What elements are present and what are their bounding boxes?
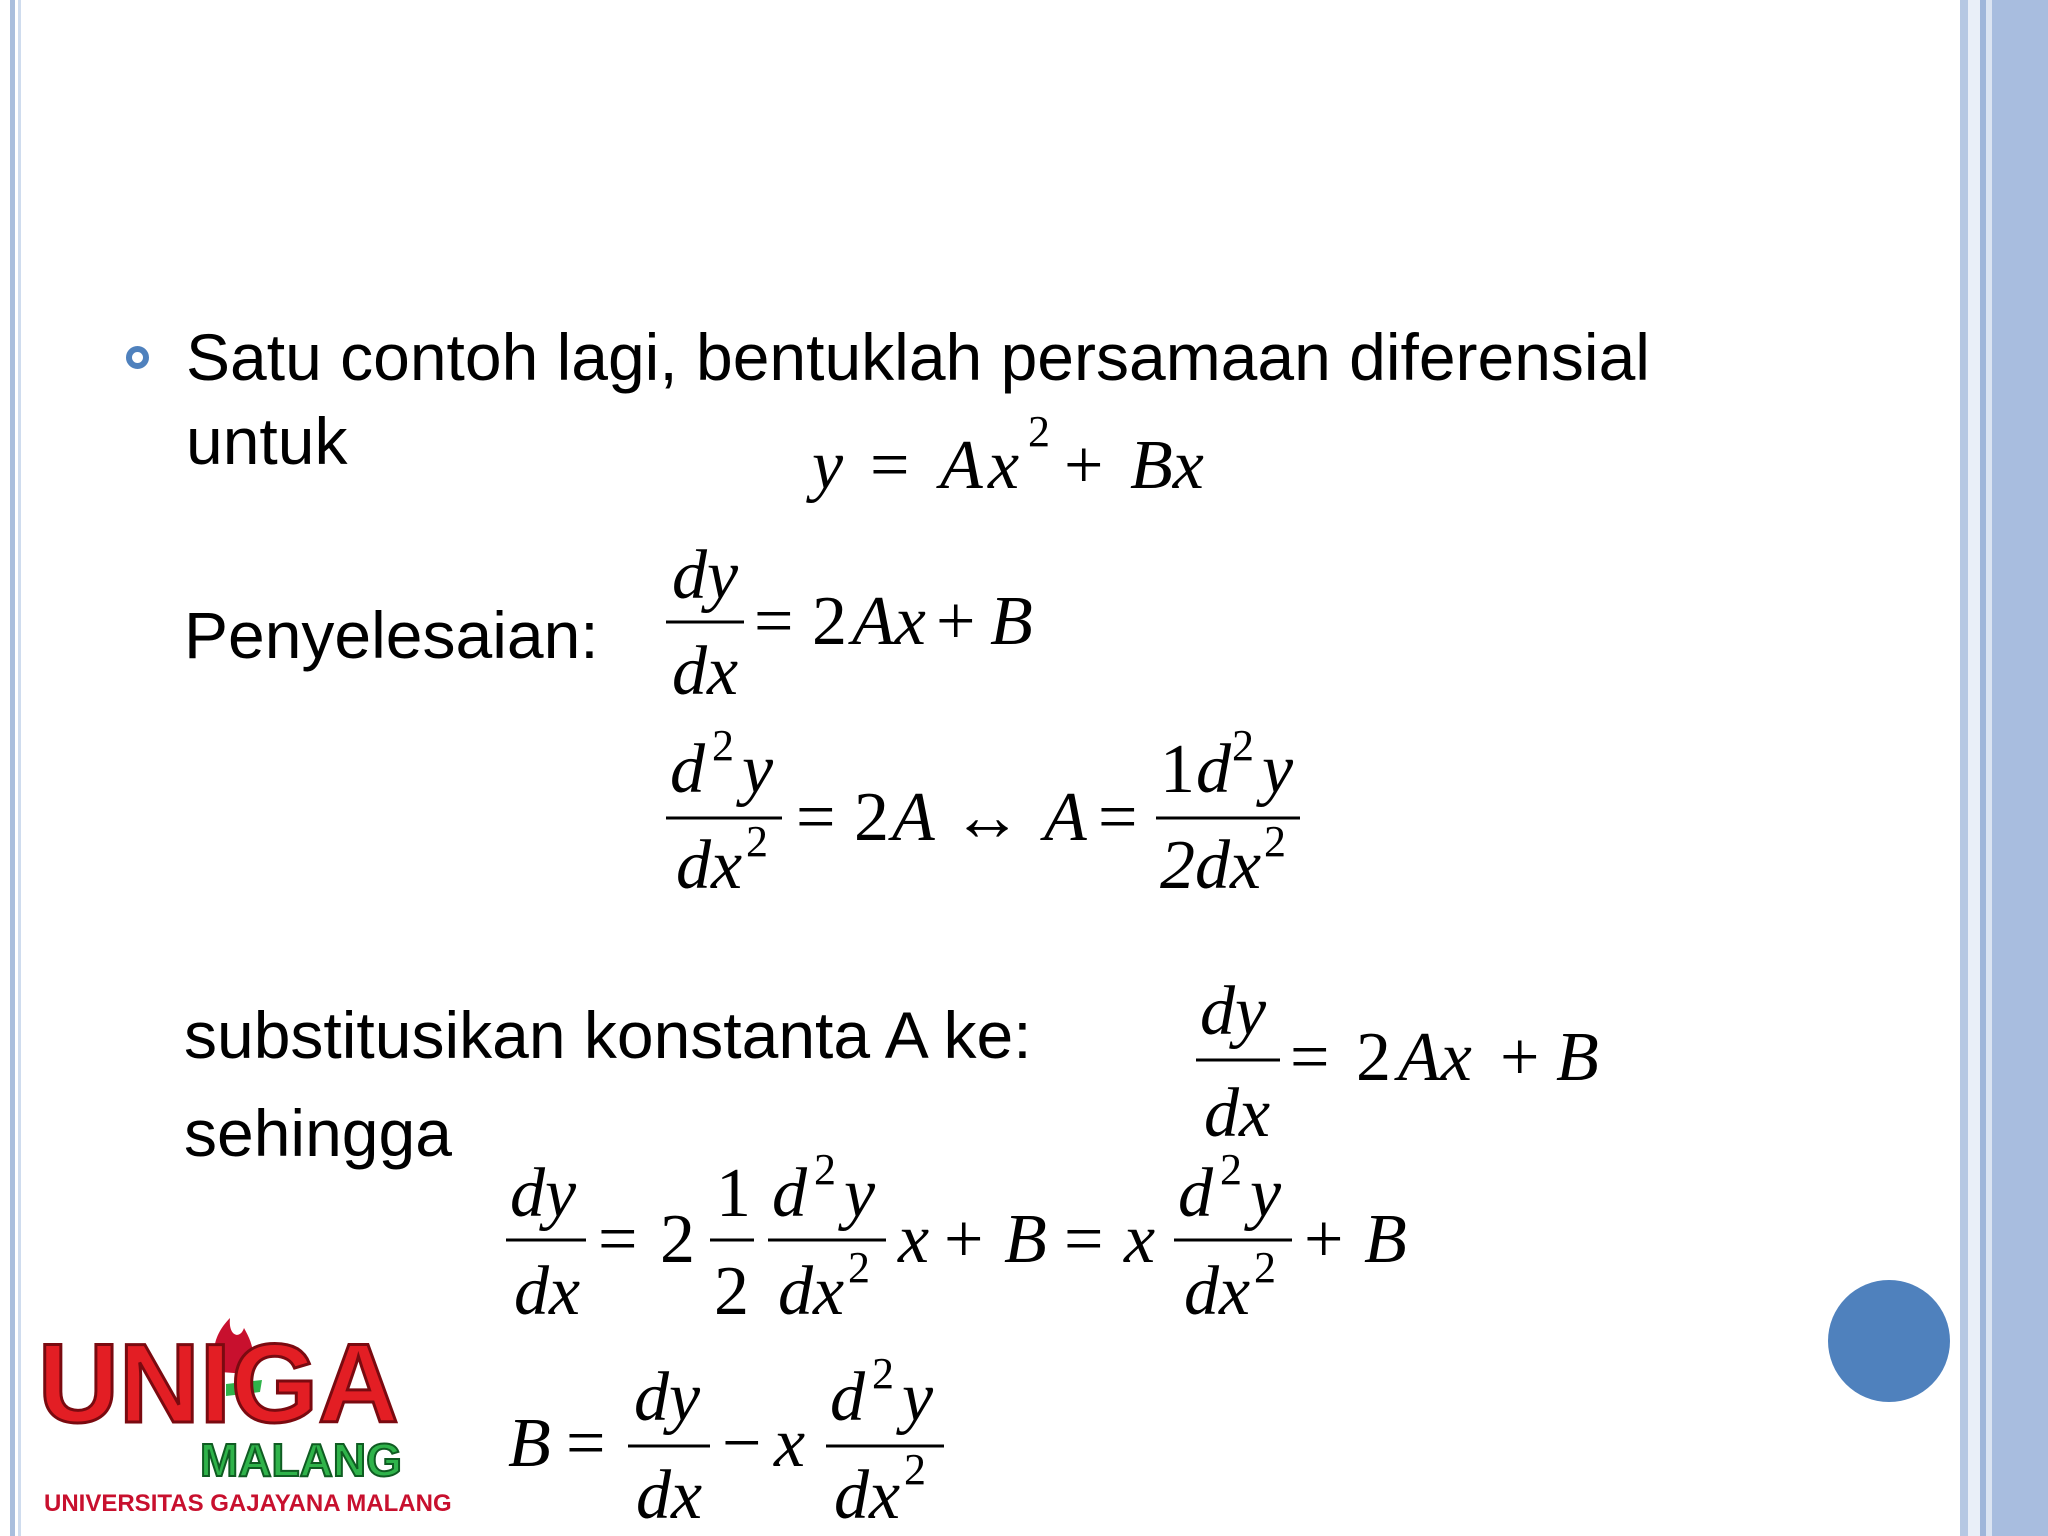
eq3-arrow: ↔: [952, 779, 1022, 856]
eq3-A2: A: [1044, 779, 1087, 856]
eq2-equals: =: [754, 583, 794, 660]
eq2-two: 2: [812, 583, 847, 660]
eq3-A: A: [892, 779, 935, 856]
eq5-equals-2: =: [1064, 1201, 1104, 1278]
eq6-B: B: [508, 1405, 551, 1482]
eq4-dy: dy: [1200, 973, 1267, 1050]
eq6-exp-top: 2: [872, 1349, 894, 1398]
eq5-B: B: [1004, 1201, 1047, 1278]
equation-6: [508, 1349, 944, 1534]
eq4-dx: dx: [1204, 1075, 1271, 1152]
eq2-Ax: Ax: [852, 583, 926, 660]
eq4-equals: =: [1290, 1019, 1330, 1096]
eq5-exp-right-bottom: 2: [1254, 1243, 1276, 1292]
decorative-blue-circle: [1828, 1280, 1950, 1402]
eq5-dx-right: dx: [1184, 1253, 1251, 1330]
logo-caption: UNIVERSITAS GAJAYANA MALANG: [44, 1490, 452, 1517]
eq5-plus: +: [944, 1201, 984, 1278]
eq3-equals-2: =: [1098, 779, 1138, 856]
eq2-B: B: [990, 583, 1033, 660]
eq2-plus: +: [936, 583, 976, 660]
eq1-plus: +: [1064, 427, 1104, 504]
eq1-A: A: [940, 427, 983, 504]
equation-4: [1196, 973, 1599, 1152]
eq2-dx: dx: [672, 633, 739, 710]
eq5-d: d: [772, 1155, 807, 1232]
eq5-y-right: y: [1250, 1155, 1282, 1232]
substitusi-label: substitusikan konstanta A ke:: [184, 998, 1032, 1072]
eq5-half-num: 1: [716, 1155, 751, 1232]
eq3-y: y: [742, 731, 774, 808]
eq1-equals: =: [870, 427, 910, 504]
equation-3: [666, 721, 1300, 904]
eq1-x: x: [988, 427, 1020, 504]
equation-5: [506, 1145, 1407, 1330]
eq6-dx: dx: [636, 1457, 703, 1534]
eq1-Bx: Bx: [1130, 427, 1204, 504]
penyelesaian-label: Penyelesaian:: [184, 598, 599, 672]
eq3-d: d: [670, 731, 705, 808]
logo-sub-text: MALANG: [200, 1434, 402, 1486]
eq6-exp-bottom: 2: [904, 1445, 926, 1494]
eq5-equals: =: [598, 1201, 638, 1278]
equation-2: [666, 537, 1033, 710]
eq5-x2: x: [1124, 1201, 1156, 1278]
eq1-y: y: [812, 427, 844, 504]
bullet-text-line2: untuk: [186, 404, 348, 478]
eq6-dx2: dx: [834, 1457, 901, 1534]
eq5-plus-2: +: [1304, 1201, 1344, 1278]
eq3-dx: dx: [676, 827, 743, 904]
eq3-equals: =: [796, 779, 836, 856]
eq3-one: 1: [1160, 731, 1195, 808]
eq5-exp-right-top: 2: [1220, 1145, 1242, 1194]
eq5-exp-top: 2: [814, 1145, 836, 1194]
eq3-twodx: 2dx: [1160, 827, 1262, 904]
sehingga-label: sehingga: [184, 1096, 452, 1170]
eq6-minus: −: [722, 1405, 762, 1482]
eq3-d-right: d: [1196, 731, 1231, 808]
eq3-exp-top: 2: [712, 721, 734, 770]
eq6-equals: =: [566, 1405, 606, 1482]
eq6-x: x: [774, 1405, 806, 1482]
eq5-two: 2: [660, 1201, 695, 1278]
eq4-Ax: Ax: [1398, 1019, 1472, 1096]
equation-1: [806, 407, 1204, 504]
eq6-y: y: [902, 1359, 934, 1436]
eq5-dx: dx: [514, 1253, 581, 1330]
eq5-dy: dy: [510, 1155, 577, 1232]
eq3-exp-bottom: 2: [746, 817, 768, 866]
eq6-d: d: [830, 1359, 865, 1436]
eq4-two: 2: [1356, 1019, 1391, 1096]
eq2-dy: dy: [672, 537, 739, 614]
eq3-exp-right-bottom: 2: [1264, 817, 1286, 866]
bullet-text-line1: Satu contoh lagi, bentuklah persamaan diferensial: [186, 320, 1650, 394]
logo-main-text: UNIGA: [38, 1321, 399, 1446]
eq5-x: x: [898, 1201, 930, 1278]
eq3-exp-right-top: 2: [1232, 721, 1254, 770]
eq1-exponent: 2: [1028, 407, 1050, 456]
eq6-dy: dy: [634, 1359, 701, 1436]
eq5-dx2: dx: [778, 1253, 845, 1330]
eq5-y: y: [844, 1155, 876, 1232]
uniga-logo: [30, 1280, 440, 1520]
eq4-B: B: [1556, 1019, 1599, 1096]
eq5-B-2: B: [1364, 1201, 1407, 1278]
eq3-y-right: y: [1262, 731, 1294, 808]
eq5-exp-bottom: 2: [848, 1243, 870, 1292]
eq4-plus: +: [1500, 1019, 1540, 1096]
eq5-d-right: d: [1178, 1155, 1213, 1232]
eq3-two: 2: [854, 779, 889, 856]
eq5-half-den: 2: [714, 1253, 749, 1330]
